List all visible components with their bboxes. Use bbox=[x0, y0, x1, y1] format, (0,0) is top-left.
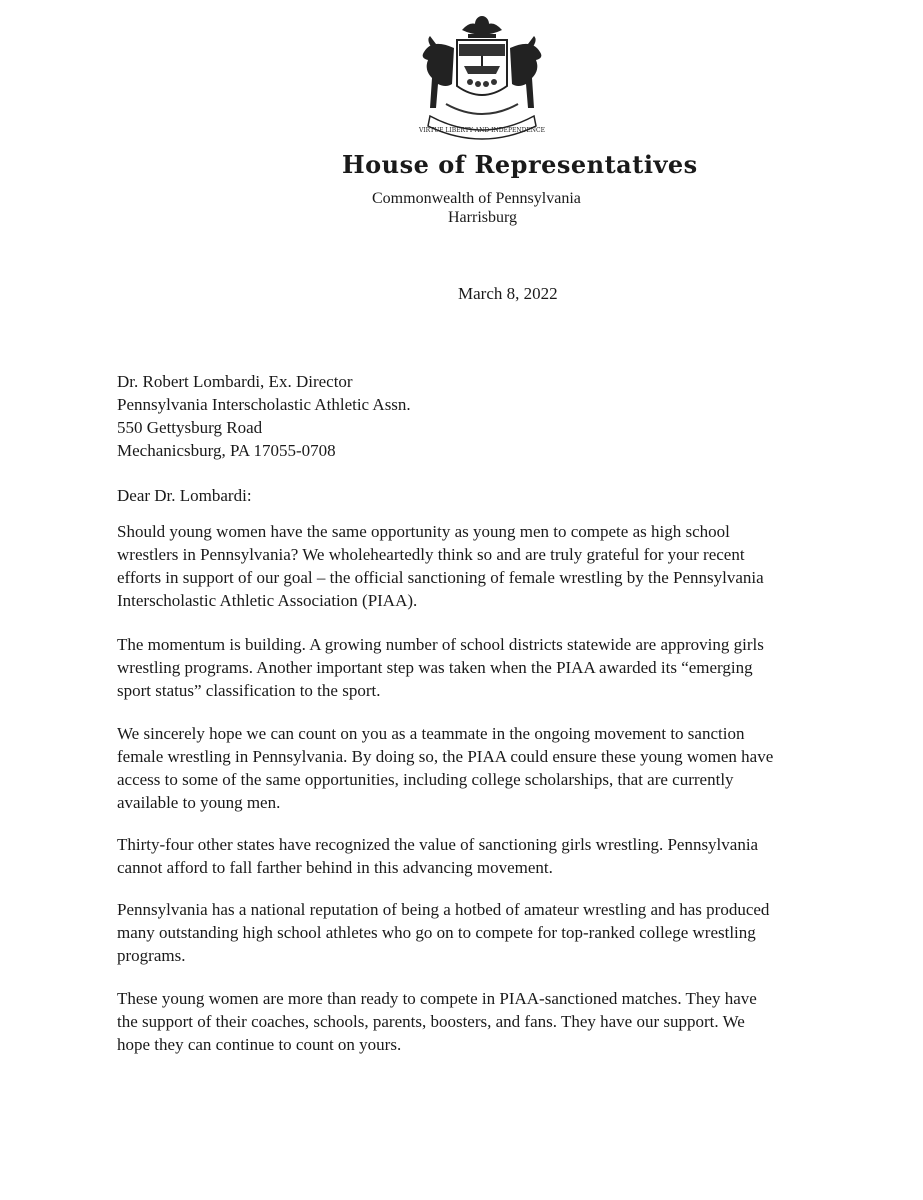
pennsylvania-seal-icon bbox=[402, 8, 562, 148]
paragraph-6 bbox=[117, 987, 817, 1056]
paragraph-4 bbox=[117, 833, 817, 879]
paragraph-line: cannot afford to fall farther behind in this advancing movement. bbox=[117, 858, 553, 877]
salutation: Dear Dr. Lombardi: bbox=[117, 486, 252, 505]
city-line: Harrisburg bbox=[448, 209, 518, 226]
paragraph-line: hope they can continue to count on yours. bbox=[117, 1035, 402, 1054]
paragraph-line: The momentum is building. A growing number of school districts statewide are approving girls bbox=[117, 635, 764, 654]
paragraph-line: programs. bbox=[117, 946, 186, 965]
paragraph-line: access to some of the same opportunities, including college scholarships, that are currently bbox=[117, 770, 734, 789]
paragraph-line: Pennsylvania has a national reputation of being a hotbed of amateur wrestling and has produced bbox=[117, 900, 770, 919]
address-line: Mechanicsburg, PA 17055-0708 bbox=[117, 441, 336, 460]
letter-date: March 8, 2022 bbox=[458, 284, 558, 303]
recipient-address bbox=[117, 370, 411, 462]
paragraph-line: the support of their coaches, schools, parents, boosters, and fans. They have our support. We bbox=[117, 1012, 745, 1031]
paragraph-line: sport status” classification to the sport. bbox=[117, 681, 381, 700]
paragraph-line: Should young women have the same opportunity as young men to compete as high school bbox=[117, 522, 730, 541]
paragraph-2 bbox=[117, 633, 817, 702]
commonwealth-line: Commonwealth of Pennsylvania bbox=[372, 190, 581, 207]
address-line: Pennsylvania Interscholastic Athletic Assn. bbox=[117, 395, 411, 414]
paragraph-line: available to young men. bbox=[117, 793, 281, 812]
seal-motto: VIRTUE LIBERTY AND INDEPENDENCE bbox=[418, 127, 546, 134]
paragraph-line: These young women are more than ready to compete in PIAA-sanctioned matches. They have bbox=[117, 989, 757, 1008]
paragraph-line: female wrestling in Pennsylvania. By doing so, the PIAA could ensure these young women have bbox=[117, 747, 774, 766]
paragraph-line: efforts in support of our goal – the official sanctioning of female wrestling by the Pennsylvania bbox=[117, 568, 764, 587]
paragraph-line: wrestlers in Pennsylvania? We wholeheartedly think so and are truly grateful for your recent bbox=[117, 545, 745, 564]
paragraph-line: Thirty-four other states have recognized the value of sanctioning girls wrestling. Pennsylvania bbox=[117, 835, 759, 854]
address-line: Dr. Robert Lombardi, Ex. Director bbox=[117, 372, 353, 391]
paragraph-line: wrestling programs. Another important step was taken when the PIAA awarded its “emerging bbox=[117, 658, 753, 677]
paragraph-5 bbox=[117, 898, 817, 967]
address-line: 550 Gettysburg Road bbox=[117, 418, 263, 437]
paragraph-3 bbox=[117, 722, 817, 814]
paragraph-1 bbox=[117, 520, 817, 612]
chamber-title: House of Representatives bbox=[342, 150, 698, 179]
paragraph-line: Interscholastic Athletic Association (PIAA). bbox=[117, 591, 418, 610]
paragraph-line: many outstanding high school athletes who go on to compete for top-ranked college wrestling bbox=[117, 923, 756, 942]
paragraph-line: We sincerely hope we can count on you as a teammate in the ongoing movement to sanction bbox=[117, 724, 745, 743]
